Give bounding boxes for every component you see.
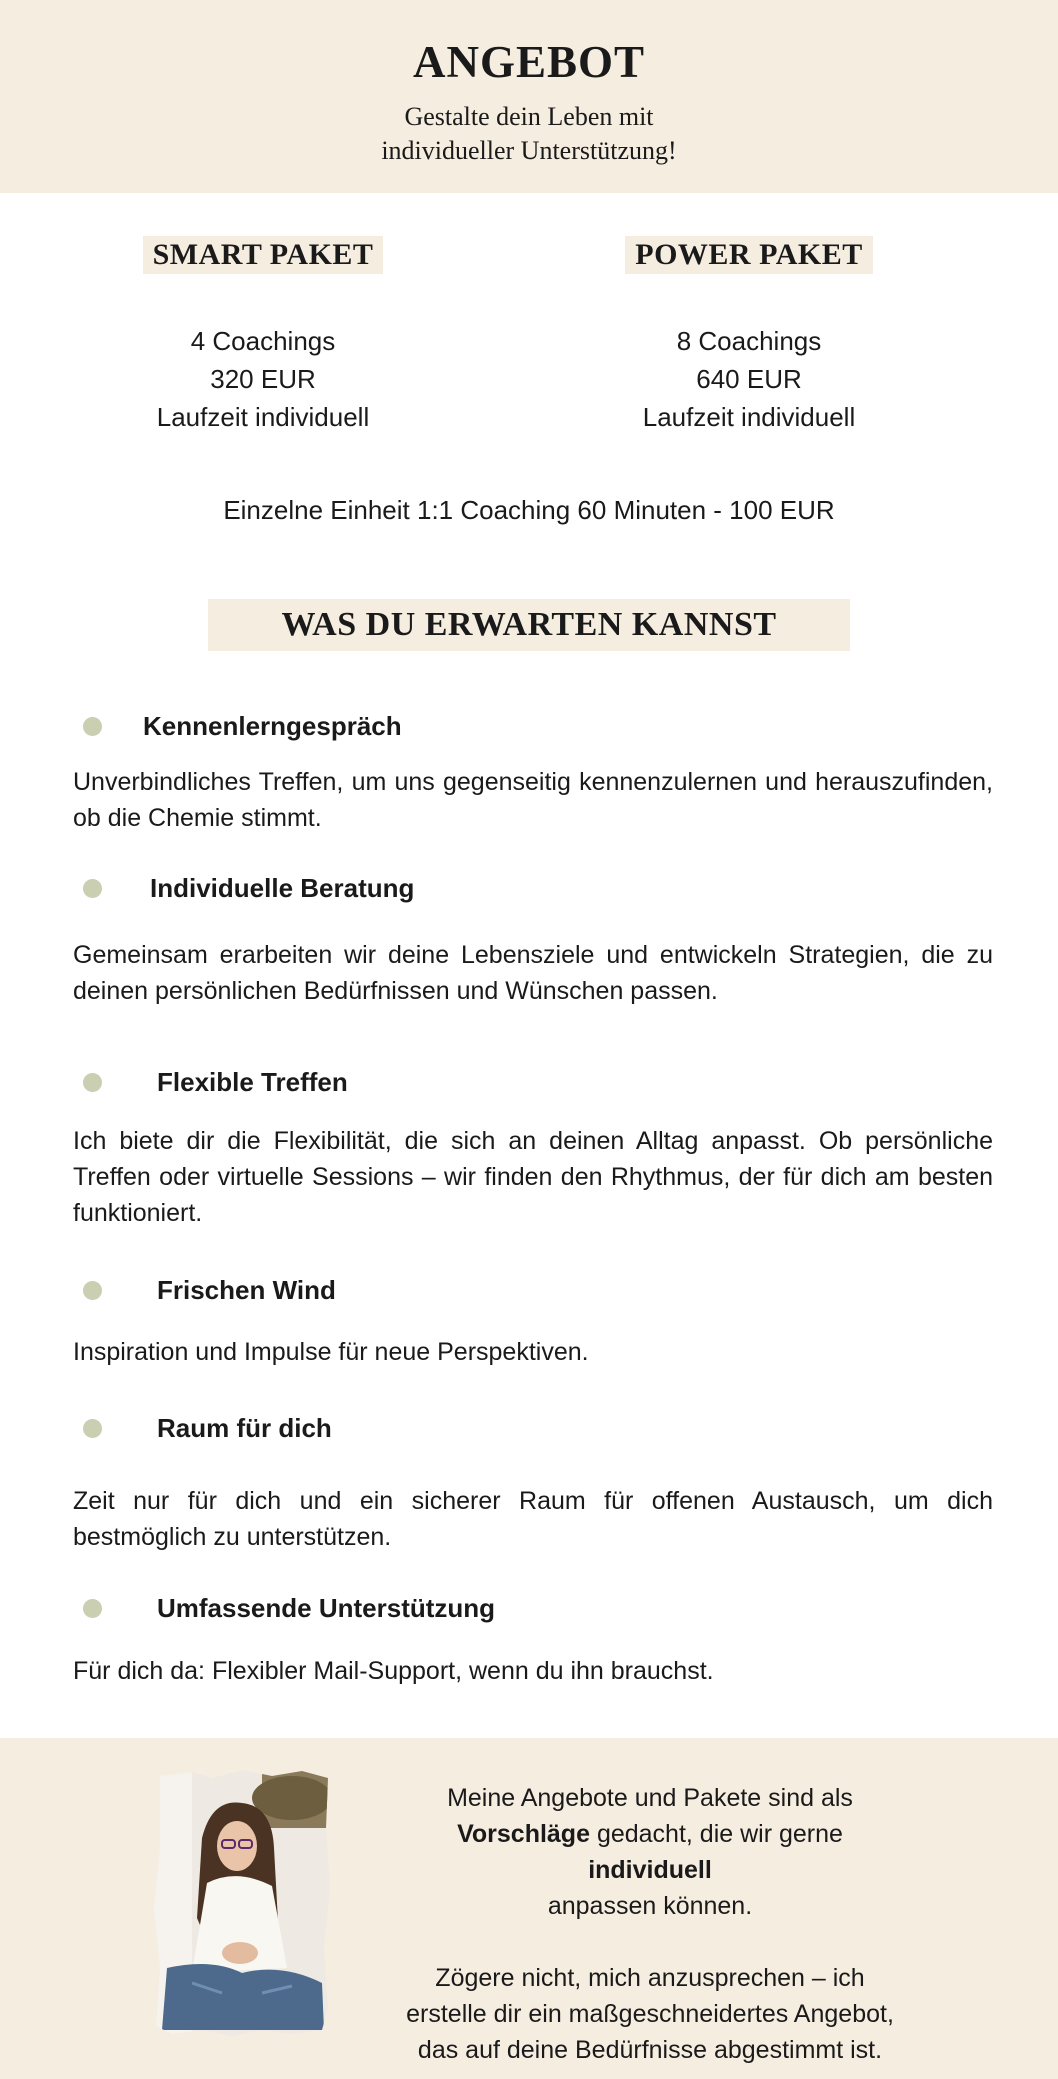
footer-bold-text: individuell	[588, 1856, 712, 1884]
package-price: 640 EUR	[696, 364, 802, 394]
footer-line	[400, 1816, 900, 1888]
feature-title: Umfassende Unterstützung	[157, 1593, 496, 1623]
footer-line: Zögere nicht, mich anzusprechen – ich	[435, 1964, 865, 1992]
bullet-dot-icon	[83, 1599, 102, 1618]
footer-text-span: gedacht, die wir gerne	[590, 1820, 843, 1848]
package-price: 320 EUR	[210, 364, 316, 394]
bullet-dot-icon	[83, 1419, 102, 1438]
subtitle-line: Gestalte dein Leben mit	[404, 102, 654, 131]
expect-heading: WAS DU ERWARTEN KANNST	[208, 599, 850, 651]
feature-title: Frischen Wind	[157, 1275, 336, 1305]
feature-individuelle-beratung	[83, 873, 414, 904]
footer-line: das auf deine Bedürfnisse abgestimmt ist.	[417, 2036, 883, 2064]
smart-package	[53, 236, 473, 436]
feature-title: Raum für dich	[157, 1413, 332, 1443]
portrait-image	[152, 1768, 332, 2038]
footer-line: erstelle dir ein maßgeschneidertes Angebot,	[406, 2000, 894, 2028]
feature-frischen-wind	[83, 1275, 336, 1306]
power-package	[539, 236, 959, 436]
page-subtitle	[0, 100, 1058, 168]
feature-description: Ich biete dir die Flexibilität, die sich an deinen Alltag anpasst. Ob persönliche Treffen oder virtuelle Sessions – wir finden den Rhythmus, der für dich am besten funktioniert.	[73, 1127, 993, 1227]
feature-description: Gemeinsam erarbeiten wir deine Lebensziele und entwickeln Strategien, die zu deinen persönlichen Bedürfnissen und Wünschen passen.	[73, 941, 993, 1005]
bullet-dot-icon	[83, 1281, 102, 1300]
bullet-dot-icon	[83, 717, 102, 736]
footer-bold-text: Vorschläge	[457, 1820, 590, 1848]
feature-flexible-treffen	[83, 1067, 348, 1098]
feature-description: Unverbindliches Treffen, um uns gegenseitig kennenzulernen und herauszufinden, ob die Chemie stimmt.	[73, 768, 993, 832]
header-banner	[0, 0, 1058, 193]
feature-umfassende-unterstuetzung	[83, 1593, 495, 1624]
feature-description: Inspiration und Impulse für neue Perspektiven.	[73, 1338, 589, 1366]
feature-raum-fuer-dich	[83, 1413, 332, 1444]
package-title: POWER PAKET	[625, 236, 872, 274]
single-unit-price: Einzelne Einheit 1:1 Coaching 60 Minuten - 100 EUR	[223, 495, 835, 525]
package-duration: Laufzeit individuell	[642, 402, 856, 432]
page-title: ANGEBOT	[412, 37, 646, 87]
feature-title: Flexible Treffen	[157, 1067, 348, 1097]
footer-line: anpassen können.	[547, 1892, 753, 1920]
package-duration: Laufzeit individuell	[156, 402, 370, 432]
feature-description: Für dich da: Flexibler Mail-Support, wenn du ihn brauchst.	[73, 1657, 714, 1685]
package-coachings: 4 Coachings	[190, 326, 336, 356]
feature-description: Zeit nur für dich und ein sicherer Raum für offenen Austausch, um dich bestmöglich zu unterstützen.	[73, 1487, 993, 1551]
feature-kennenlerngespraech	[83, 711, 402, 742]
coach-photo	[152, 1768, 332, 2038]
bullet-dot-icon	[83, 879, 102, 898]
bullet-dot-icon	[83, 1073, 102, 1092]
feature-title: Individuelle Beratung	[150, 873, 415, 903]
package-coachings: 8 Coachings	[676, 326, 822, 356]
subtitle-line: individueller Unterstützung!	[381, 136, 677, 165]
package-title: SMART PAKET	[143, 236, 384, 274]
feature-title: Kennenlerngespräch	[143, 711, 402, 741]
footer-message	[400, 1780, 900, 2068]
footer-line: Meine Angebote und Pakete sind als	[447, 1784, 853, 1812]
